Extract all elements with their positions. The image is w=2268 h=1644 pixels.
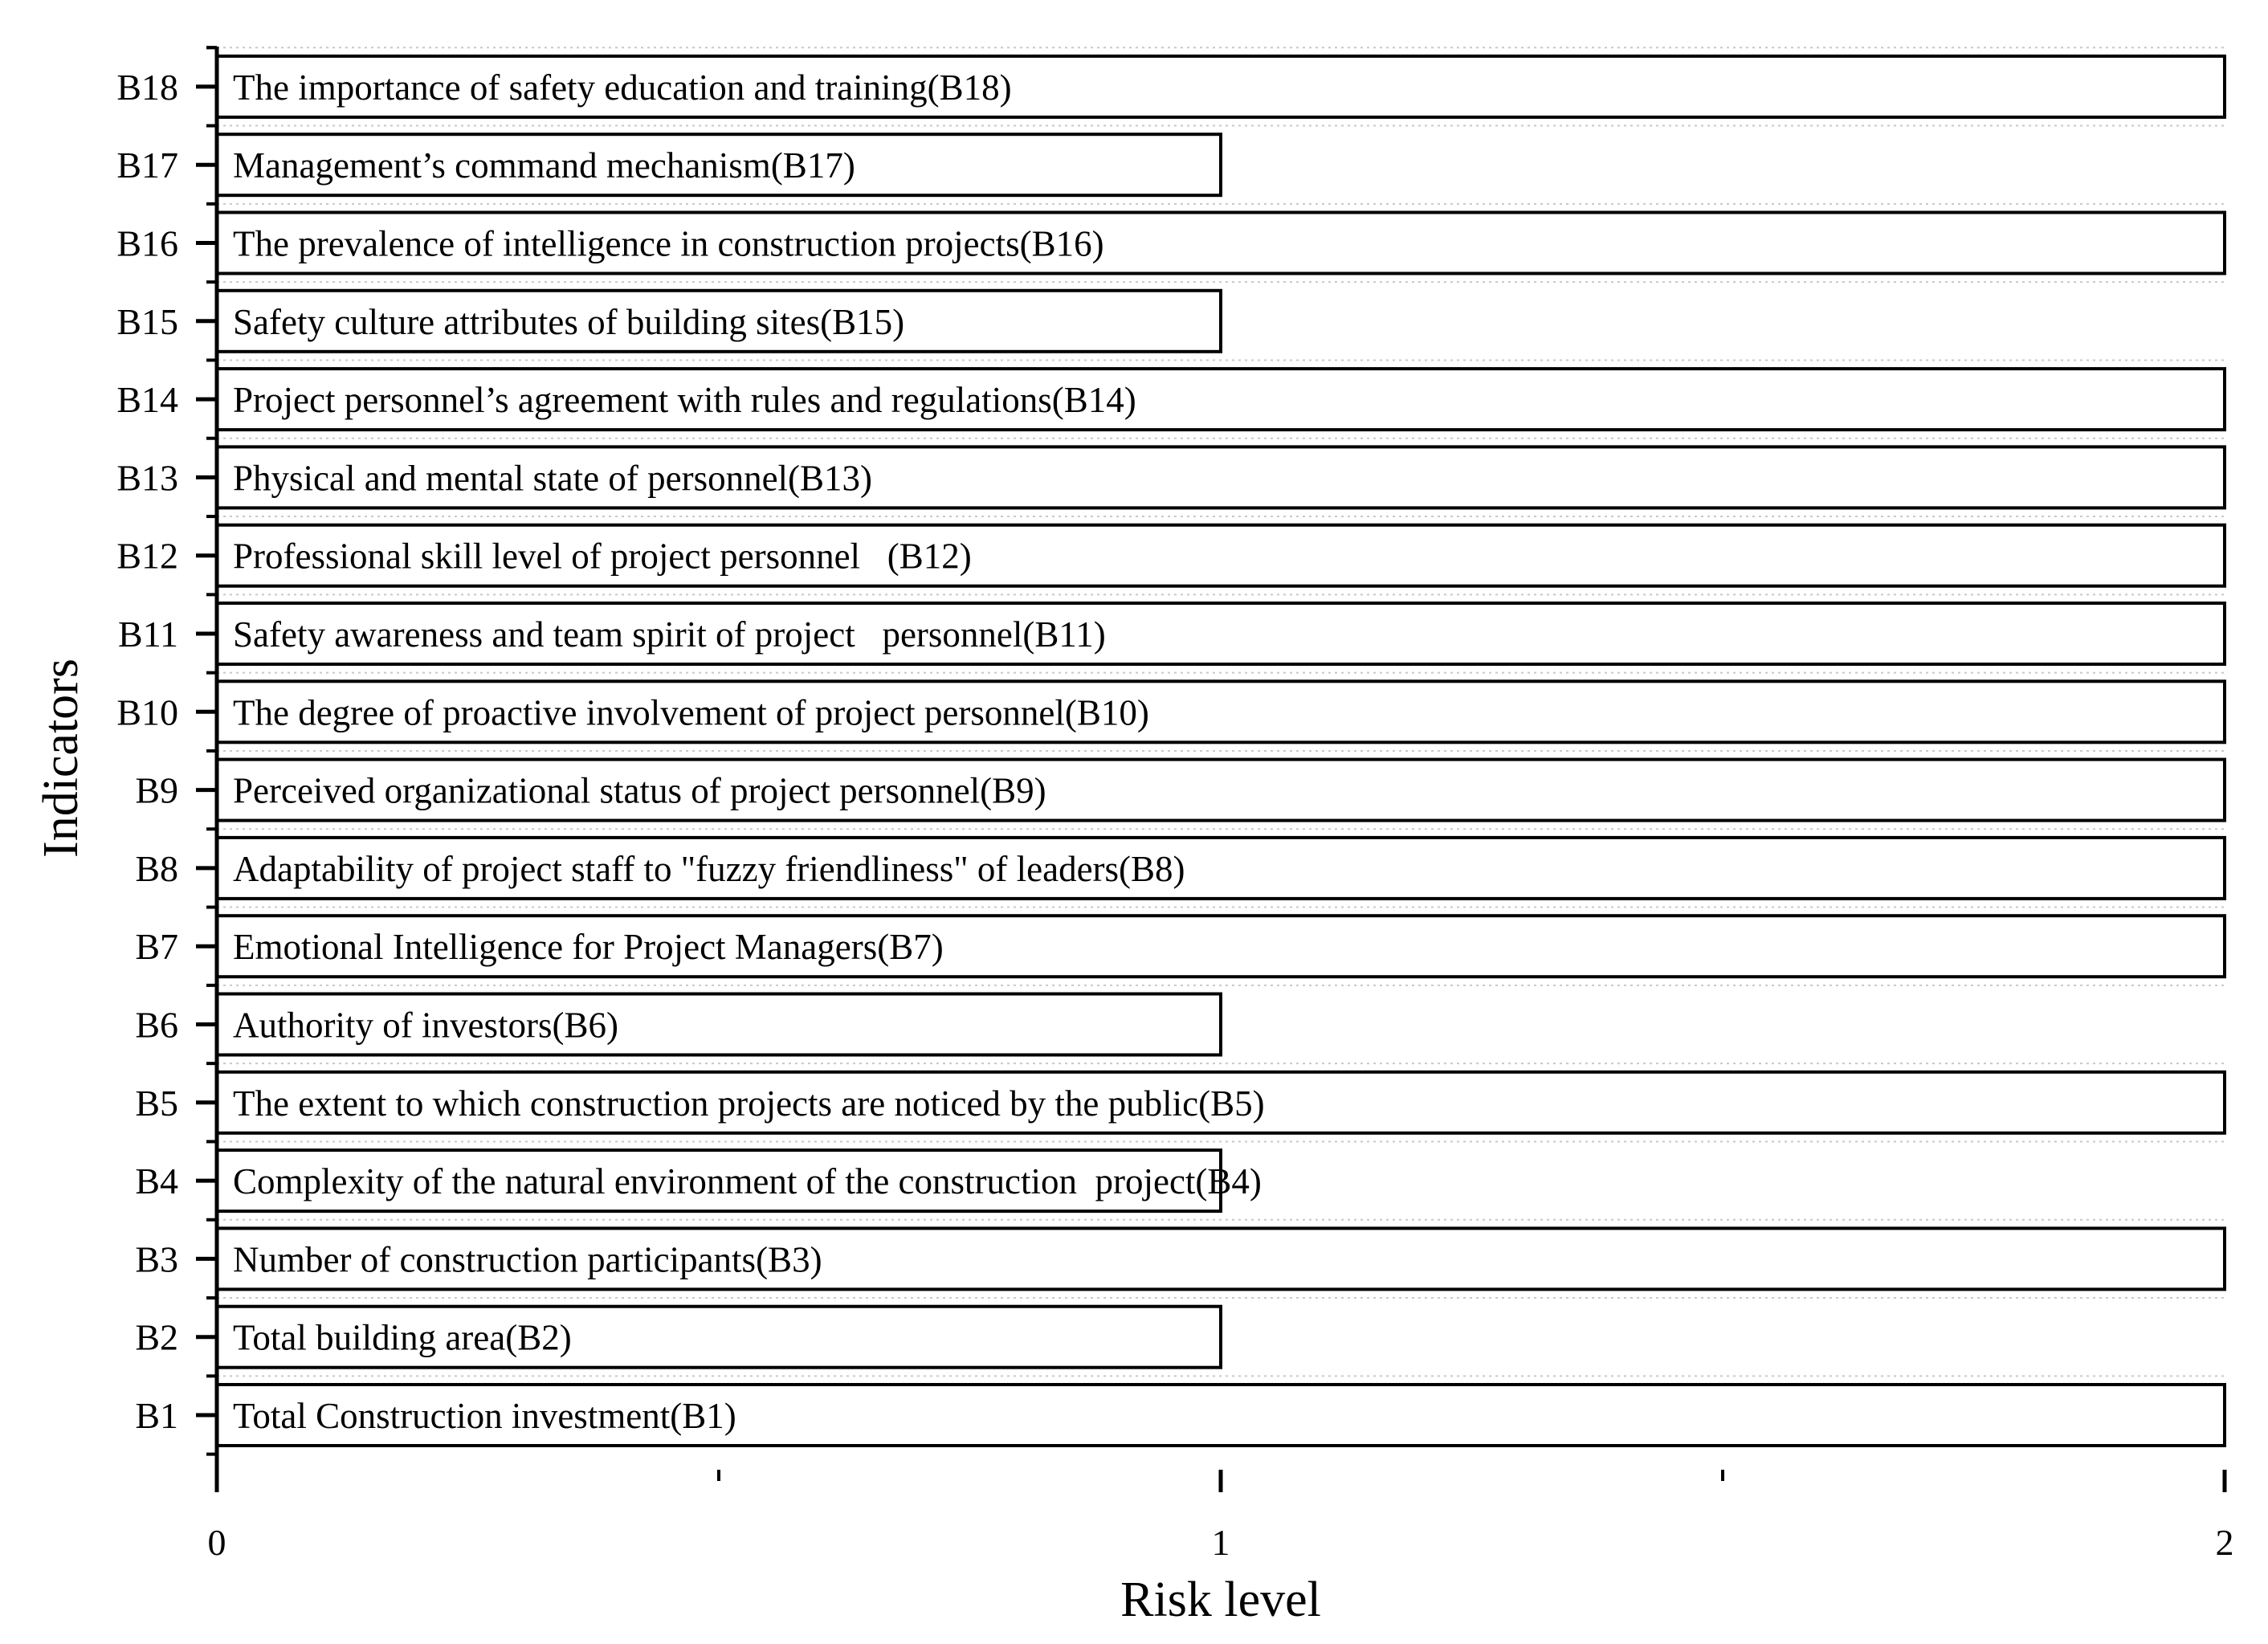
bar-label-B2: Total building area(B2) [233, 1317, 572, 1358]
bar-label-B3: Number of construction participants(B3) [233, 1239, 822, 1280]
x-tick-label: 1 [1211, 1522, 1230, 1563]
bar-label-B1: Total Construction investment(B1) [233, 1396, 736, 1436]
x-axis-title: Risk level [1120, 1573, 1321, 1627]
y-tick-label-B11: B11 [118, 614, 178, 655]
y-axis-title: Indicators [34, 659, 88, 858]
y-tick-label-B15: B15 [116, 300, 178, 342]
y-tick-label-B16: B16 [116, 222, 178, 264]
bar-label-B10: The degree of proactive involvement of project personnel(B10) [233, 692, 1149, 733]
y-tick-label-B7: B7 [135, 926, 178, 968]
bar-label-B11: Safety awareness and team spirit of project personnel(B11) [233, 614, 1106, 655]
bar-label-B13: Physical and mental state of personnel(B13) [233, 458, 873, 499]
bar-label-B14: Project personnel’s agreement with rules and regulations(B14) [233, 380, 1136, 421]
bar-label-B18: The importance of safety education and training(B18) [233, 67, 1012, 108]
x-tick-label: 2 [2215, 1522, 2234, 1563]
x-tick-label: 0 [207, 1522, 226, 1563]
bar-label-B7: Emotional Intelligence for Project Managers(B7) [233, 927, 944, 968]
y-tick-label-B2: B2 [135, 1316, 178, 1358]
bar-label-B16: The prevalence of intelligence in construction projects(B16) [233, 223, 1104, 264]
bar-label-B15: Safety culture attributes of building sites(B15) [233, 301, 905, 342]
bar-label-B17: Management’s command mechanism(B17) [233, 145, 855, 186]
bar-label-B8: Adaptability of project staff to "fuzzy friendliness" of leaders(B8) [233, 848, 1185, 889]
y-tick-label-B4: B4 [135, 1161, 178, 1202]
y-tick-label-B17: B17 [116, 145, 178, 186]
y-tick-label-B8: B8 [135, 847, 178, 889]
bar-label-B5: The extent to which construction projects are noticed by the public(B5) [233, 1083, 1265, 1124]
y-tick-label-B1: B1 [135, 1395, 178, 1436]
y-tick-label-B12: B12 [116, 535, 178, 577]
y-tick-label-B6: B6 [135, 1004, 178, 1046]
y-tick-label-B18: B18 [116, 66, 178, 108]
bar-label-B9: Perceived organizational status of project personnel(B9) [233, 770, 1046, 811]
bar-label-B4: Complexity of the natural environment of the construction project(B4) [233, 1161, 1262, 1202]
y-tick-label-B5: B5 [135, 1082, 178, 1124]
y-tick-label-B9: B9 [135, 769, 178, 811]
bar-label-B12: Professional skill level of project personnel (B12) [233, 536, 972, 577]
y-tick-label-B14: B14 [116, 379, 178, 421]
bar-label-B6: Authority of investors(B6) [233, 1005, 618, 1046]
y-tick-label-B13: B13 [116, 457, 178, 499]
y-tick-label-B3: B3 [135, 1238, 178, 1280]
y-tick-label-B10: B10 [116, 691, 178, 733]
